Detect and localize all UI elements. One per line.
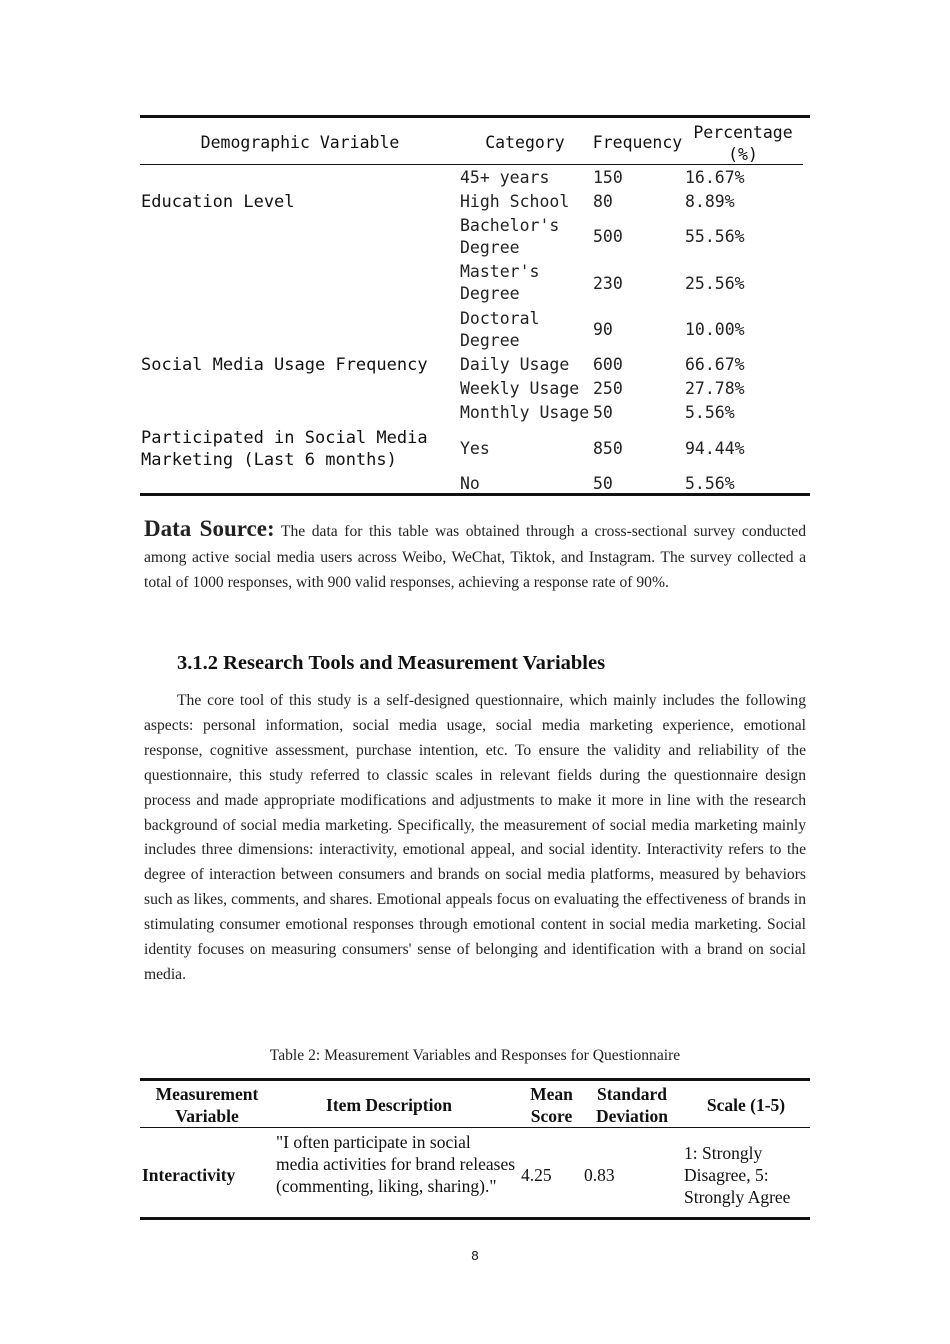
section-body-paragraph: The core tool of this study is a self-designed questionnaire, which mainly includes the following aspects: personal information, social media usage, social media marketing experience, emotional response, cognitive assessment, purchase intention, etc. To ensure the validity and reliability of the questionnaire, this study referred to classic scales in relevant fields during the questionnaire design process and made appropriate modifications and adjustments to make it more in line with the research background of social media marketing. Specifically, the measurement of social media marketing mainly includes three dimensions: interactivity, emotional appeal, and social identity. Interactivity refers to the degree of interaction between consumers and brands on social media platforms, measured by behaviors such as likes, comments, and shares. Emotional appeals focus on evaluating the effectiveness of brands in stimulating consumer emotional responses through emotional content in social media marketing. Social identity focuses on measuring consumers' sense of belonging and identification with a brand on social media. bbox=[144, 692, 806, 983]
header-scale: Scale (1-5) bbox=[706, 1095, 786, 1115]
table-cell-category: High School bbox=[460, 192, 570, 211]
table-cell-percentage: 55.56% bbox=[685, 227, 745, 246]
table-cell-category: Bachelor's Degree bbox=[460, 216, 560, 257]
table2-caption: Table 2: Measurement Variables and Responses for Questionnaire bbox=[269, 1047, 681, 1064]
table-cell-frequency: 600 bbox=[593, 355, 623, 374]
header-category: Category bbox=[485, 133, 565, 152]
table-cell-category: 45+ years bbox=[460, 168, 550, 187]
table-cell-frequency: 500 bbox=[593, 227, 623, 246]
header-percentage: Percentage (%) bbox=[693, 123, 793, 164]
table-cell-category: Daily Usage bbox=[460, 355, 570, 374]
table-cell-frequency: 850 bbox=[593, 439, 623, 458]
header-standard-deviation: Standard Deviation bbox=[596, 1084, 668, 1126]
table-top-rule bbox=[140, 115, 810, 118]
header-item-description: Item Description bbox=[326, 1095, 452, 1115]
table-cell-percentage: 16.67% bbox=[685, 168, 745, 187]
table-cell-item: "I often participate in social media activities for brand releases (commenting, liking, sharing)." bbox=[276, 1132, 516, 1196]
header-measurement-variable: Measurement Variable bbox=[155, 1084, 259, 1126]
data-source-paragraph bbox=[144, 516, 806, 596]
table-cell-variable: Interactivity bbox=[142, 1165, 236, 1185]
table-cell-percentage: 10.00% bbox=[685, 320, 745, 339]
table-cell-category: Weekly Usage bbox=[460, 379, 580, 398]
page-number: 8 bbox=[471, 1248, 479, 1263]
table-cell-category: Yes bbox=[460, 439, 490, 458]
table-cell-variable: Education Level bbox=[141, 192, 295, 212]
section-heading: 3.1.2 Research Tools and Measurement Variables bbox=[177, 652, 606, 674]
table-cell-variable: Social Media Usage Frequency bbox=[141, 355, 428, 375]
table-cell-percentage: 66.67% bbox=[685, 355, 745, 374]
header-frequency: Frequency bbox=[592, 133, 683, 152]
table-cell-frequency: 230 bbox=[593, 274, 623, 293]
table-cell-category: Monthly Usage bbox=[460, 403, 590, 422]
table-cell-percentage: 94.44% bbox=[685, 439, 745, 458]
table-cell-frequency: 50 bbox=[593, 403, 613, 422]
table-top-rule bbox=[140, 1078, 810, 1081]
header-demographic-variable: Demographic Variable bbox=[200, 133, 400, 152]
table-cell-frequency: 150 bbox=[593, 168, 623, 187]
table-cell-percentage: 27.78% bbox=[685, 379, 745, 398]
data-source-label: Data Source: bbox=[144, 516, 275, 541]
table-cell-frequency: 250 bbox=[593, 379, 623, 398]
table-cell-frequency: 90 bbox=[593, 320, 613, 339]
table-cell-percentage: 25.56% bbox=[685, 274, 745, 293]
table-cell-mean: 4.25 bbox=[521, 1165, 552, 1185]
table-cell-sd: 0.83 bbox=[584, 1165, 615, 1185]
table-header-rule bbox=[140, 164, 803, 165]
table-cell-percentage: 8.89% bbox=[685, 192, 735, 211]
table-cell-frequency: 80 bbox=[593, 192, 613, 211]
table-bottom-rule bbox=[140, 1217, 810, 1220]
table-cell-percentage: 5.56% bbox=[685, 474, 735, 493]
table-cell-frequency: 50 bbox=[593, 474, 613, 493]
table-cell-scale: 1: Strongly Disagree, 5: Strongly Agree bbox=[684, 1143, 791, 1207]
table-cell-percentage: 5.56% bbox=[685, 403, 735, 422]
table-cell-variable: Participated in Social Media Marketing (Last 6 months) bbox=[141, 428, 428, 470]
table-cell-category: No bbox=[460, 474, 480, 493]
data-source-text: The data for this table was obtained through a cross-sectional survey conducted among active social media users across Weibo, WeChat, Tiktok, and Instagram. The survey collected a total of 1000 responses, with 900 valid responses, achieving a response rate of 90%. bbox=[144, 523, 806, 591]
header-mean-score: Mean Score bbox=[530, 1084, 573, 1126]
table-header-rule bbox=[140, 1127, 810, 1128]
table-cell-category: Master's Degree bbox=[460, 262, 540, 303]
table-cell-category: Doctoral Degree bbox=[460, 309, 540, 350]
table-bottom-rule bbox=[140, 493, 810, 496]
